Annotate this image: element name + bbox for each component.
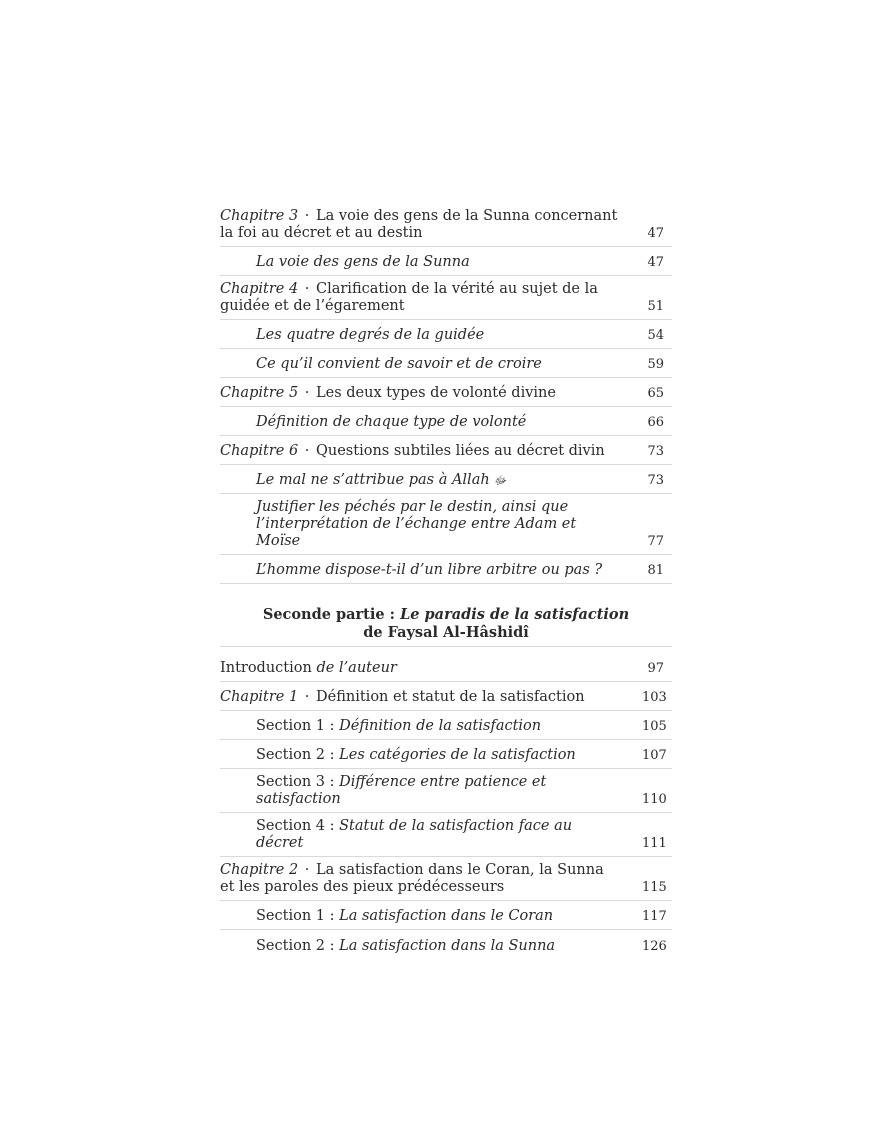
toc-entry-section — [220, 740, 672, 769]
part-author: de Faysal Al-Hâshidî — [363, 624, 529, 641]
page-number: 103 — [642, 690, 667, 705]
entry-title: La voie des gens de la Sunna concernant la foi au décret et au destin — [220, 208, 618, 241]
entry-title: Questions subtiles liées au décret divin — [316, 443, 605, 459]
page-number: 47 — [647, 226, 664, 241]
toc-entry-sub — [220, 349, 672, 378]
section-label: Section 2 : — [256, 938, 340, 954]
toc-entry-sub — [220, 247, 672, 276]
separator: · — [304, 443, 310, 459]
toc-entry-sub — [220, 320, 672, 349]
page-number: 81 — [647, 563, 664, 578]
chapter-label: Chapitre 4 — [220, 281, 299, 297]
entry-title: Différence entre patience et satisfaction — [256, 774, 547, 807]
entry-title: La satisfaction dans le Coran, la Sunna et les paroles des pieux prédécesseurs — [220, 862, 604, 895]
toc-entry-sub — [220, 494, 672, 555]
page-number: 73 — [647, 473, 664, 488]
entry-title: Définition et statut de la satisfaction — [316, 689, 585, 705]
toc-entry-chapter-5 — [220, 378, 672, 407]
part-prefix: Seconde partie : — [262, 606, 401, 623]
part-title: Le paradis de la satisfaction — [400, 606, 630, 623]
page-number: 115 — [642, 880, 667, 895]
page-number: 105 — [642, 719, 667, 734]
separator: · — [304, 689, 310, 705]
page-number: 97 — [647, 661, 664, 676]
entry-title: Définition de chaque type de volonté — [256, 414, 527, 430]
entry-title: Introduction — [220, 660, 317, 676]
entry-title: La voie des gens de la Sunna — [256, 254, 470, 270]
separator: · — [304, 862, 310, 878]
entry-title: Les catégories de la satisfaction — [339, 747, 576, 763]
toc-entry-sub — [220, 555, 672, 584]
page-number: 73 — [647, 444, 664, 459]
page-number: 47 — [647, 255, 664, 270]
entry-title: La satisfaction dans la Sunna — [339, 938, 556, 954]
toc-entry-introduction — [220, 653, 672, 682]
part-heading — [220, 606, 672, 647]
toc-entry-chapter-3 — [220, 203, 672, 247]
toc-entry-section — [220, 901, 672, 930]
page-number: 54 — [647, 328, 664, 343]
toc-entry-section — [220, 813, 672, 857]
chapter-label: Chapitre 2 — [220, 862, 299, 878]
section-label: Section 3 : — [256, 774, 340, 790]
chapter-label: Chapitre 5 — [220, 385, 299, 401]
entry-title: Définition de la satisfaction — [339, 718, 542, 734]
honorific-glyph: ﷻ — [493, 474, 507, 487]
toc-entry-chapter-4 — [220, 276, 672, 320]
separator: · — [304, 385, 310, 401]
entry-title: Le mal ne s’attribue pas à Allah — [256, 472, 490, 488]
chapter-label: Chapitre 1 — [220, 689, 299, 705]
toc-entry-section — [220, 711, 672, 740]
toc-entry-section — [220, 769, 672, 813]
entry-title: Statut de la satisfaction face au décret — [256, 818, 573, 851]
section-label: Section 1 : — [256, 718, 340, 734]
entry-subtitle: de l’auteur — [316, 660, 397, 676]
section-label: Section 1 : — [256, 908, 340, 924]
page-number: 59 — [647, 357, 664, 372]
page-number: 111 — [642, 836, 667, 851]
page-number: 66 — [647, 415, 664, 430]
separator: · — [304, 208, 310, 224]
separator: · — [304, 281, 310, 297]
toc-entry-sub — [220, 465, 672, 494]
toc-entry-chapter-2 — [220, 857, 672, 901]
page-number: 117 — [642, 909, 667, 924]
toc-entry-chapter-1 — [220, 682, 672, 711]
page-number: 51 — [647, 299, 664, 314]
toc-entry-section — [220, 930, 672, 959]
page-number: 77 — [647, 534, 664, 549]
page-number: 107 — [642, 748, 667, 763]
table-of-contents — [220, 203, 672, 959]
entry-title: Justifier les péchés par le destin, ainsi que l’interprétation de l’échange entre Adam et Moïse — [256, 499, 577, 549]
section-label: Section 4 : — [256, 818, 340, 834]
page-number: 65 — [647, 386, 664, 401]
entry-title: Clarification de la vérité au sujet de la guidée et de l’égarement — [220, 281, 598, 314]
toc-entry-sub — [220, 407, 672, 436]
entry-title: La satisfaction dans le Coran — [339, 908, 554, 924]
page-number: 110 — [642, 792, 667, 807]
entry-title: Ce qu’il convient de savoir et de croire — [256, 356, 542, 372]
chapter-label: Chapitre 6 — [220, 443, 299, 459]
entry-title: Les quatre degrés de la guidée — [256, 327, 485, 343]
toc-entry-chapter-6 — [220, 436, 672, 465]
section-label: Section 2 : — [256, 747, 340, 763]
chapter-label: Chapitre 3 — [220, 208, 299, 224]
page-number: 126 — [642, 939, 667, 954]
entry-title: L’homme dispose-t-il d’un libre arbitre ou pas ? — [256, 562, 603, 578]
entry-title: Les deux types de volonté divine — [316, 385, 556, 401]
